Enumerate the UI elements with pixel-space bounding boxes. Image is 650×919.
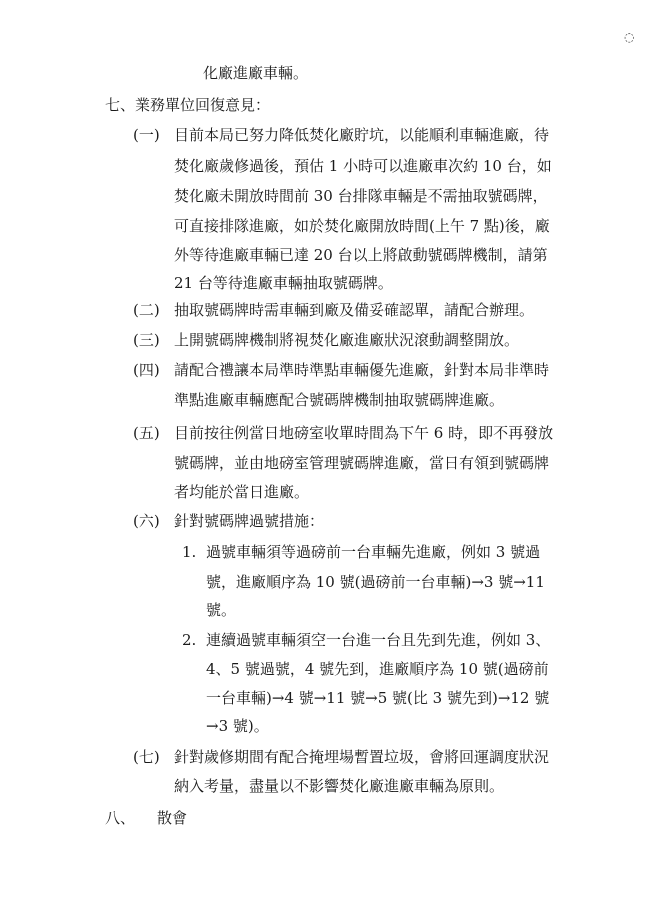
item-5-label: (五) <box>133 424 160 442</box>
item-1-line: 外等待進廠車輛已達 20 台以上將啟動號碼牌機制，請第 <box>174 246 548 264</box>
item-2-line: 抽取號碼牌時需車輛到廠及備妥確認單，請配合辦理。 <box>174 301 535 319</box>
sub-item-2-line: 一台車輛)→4 號→11 號→5 號(比 3 號先到)→12 號 <box>206 689 550 707</box>
item-2-label: (二) <box>133 301 160 319</box>
section-8-text: 散會 <box>157 809 188 827</box>
item-4-label: (四) <box>133 361 160 379</box>
sub-item-2-number: 2. <box>182 631 197 649</box>
continued-line: 化廠進廠車輛。 <box>203 64 309 82</box>
item-1-line: 焚化廠歲修過後，預估 1 小時可以進廠車次約 10 台，如 <box>174 157 552 175</box>
item-7-line: 針對歲修期間有配合掩埋場暫置垃圾，會將回運調度狀況 <box>174 748 550 766</box>
item-7-line: 納入考量，盡量以不影響焚化廠進廠車輛為原則。 <box>174 777 505 795</box>
item-1-line: 可直接排隊進廠，如於焚化廠開放時間(上午 7 點)後，廠 <box>174 217 550 235</box>
sub-item-1-line: 號。 <box>206 601 237 619</box>
item-1-label: (一) <box>133 126 160 144</box>
item-7-label: (七) <box>133 748 160 766</box>
item-6-line: 針對號碼牌過號措施： <box>174 512 325 530</box>
scan-mark: ◌ <box>624 30 635 44</box>
sub-item-1-line: 號，進廠順序為 10 號(過磅前一台車輛)→3 號→11 <box>206 573 545 591</box>
item-4-line: 請配合禮讓本局準時準點車輛優先進廠，針對本局非準時 <box>174 361 550 379</box>
sub-item-1-line: 過號車輛須等過磅前一台車輛先進廠，例如 3 號過 <box>206 543 541 561</box>
sub-item-2-line: 4、5 號過號，4 號先到，進廠順序為 10 號(過磅前 <box>206 660 549 678</box>
sub-item-2-line: 連續過號車輛須空一台進一台且先到先進，例如 3、 <box>206 631 551 649</box>
item-5-line: 目前按往例當日地磅室收單時間為下午 6 時，即不再發放 <box>174 424 554 442</box>
section-7-heading: 七、業務單位回復意見： <box>105 96 271 114</box>
item-1-line: 目前本局已努力降低焚化廠貯坑，以能順利車輛進廠，待 <box>174 126 550 144</box>
item-6-label: (六) <box>133 512 160 530</box>
item-3-label: (三) <box>133 331 160 349</box>
item-4-line: 準點進廠車輛應配合號碼牌機制抽取號碼牌進廠。 <box>174 391 505 409</box>
section-8-label: 八、 <box>105 809 136 827</box>
sub-item-2-line: →3 號)。 <box>206 717 269 735</box>
item-5-line: 者均能於當日進廠。 <box>174 483 310 501</box>
item-1-line: 焚化廠未開放時間前 30 台排隊車輛是不需抽取號碼牌， <box>174 187 548 205</box>
item-3-line: 上開號碼牌機制將視焚化廠進廠狀況滾動調整開放。 <box>174 331 520 349</box>
item-1-line: 21 台等待進廠車輛抽取號碼牌。 <box>174 274 393 292</box>
sub-item-1-number: 1. <box>182 543 197 561</box>
item-5-line: 號碼牌，並由地磅室管理號碼牌進廠，當日有領到號碼牌 <box>174 454 550 472</box>
